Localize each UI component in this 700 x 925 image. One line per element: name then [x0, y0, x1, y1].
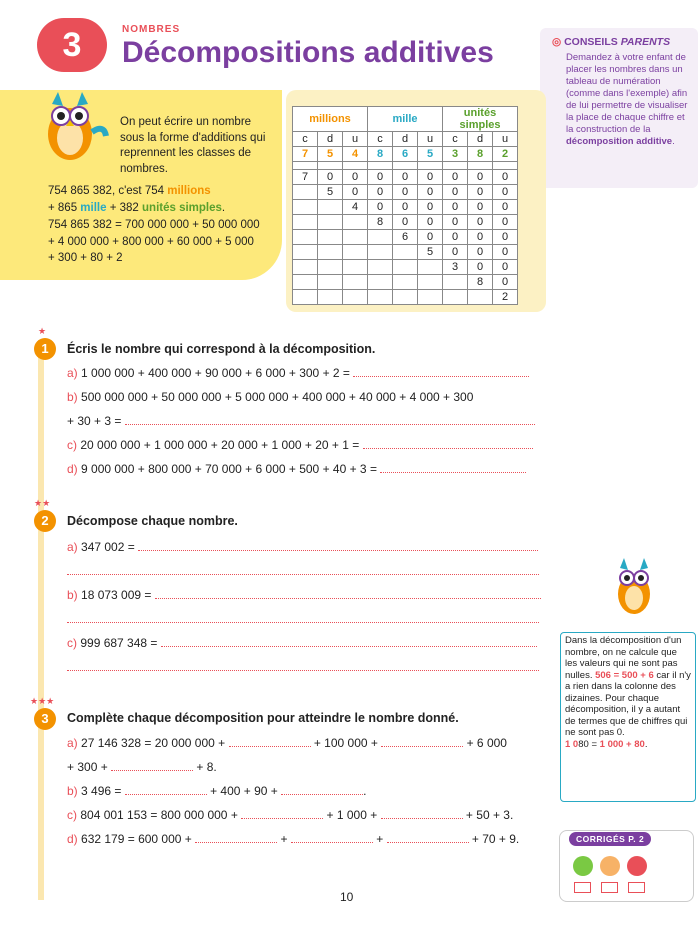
table-cell	[293, 260, 318, 275]
ex3-a: a) 27 146 328 = 20 000 000 + + 100 000 + + 6 000	[67, 736, 507, 750]
answer-line[interactable]	[67, 574, 539, 575]
table-cell	[318, 290, 343, 305]
table-cell: 0	[318, 170, 343, 185]
answer-field[interactable]	[291, 833, 373, 843]
margin-bar	[38, 340, 44, 900]
table-row	[293, 185, 518, 200]
bullet-icon: ◎	[552, 36, 562, 48]
table-cell: 0	[418, 215, 443, 230]
checkbox[interactable]	[574, 882, 591, 893]
ex1-a: a) 1 000 000 + 400 000 + 90 000 + 6 000 + 300 + 2 =	[67, 366, 529, 380]
table-cell	[343, 245, 368, 260]
answer-line[interactable]	[67, 670, 539, 671]
table-cell: 0	[393, 200, 418, 215]
table-cell: 0	[368, 185, 393, 200]
header-millions: millions	[293, 107, 368, 132]
table-cell	[318, 230, 343, 245]
table-cell: 0	[468, 245, 493, 260]
header-unites: unités simples	[443, 107, 518, 132]
table-row	[293, 230, 518, 245]
table-cell: 0	[418, 200, 443, 215]
table-cell	[293, 215, 318, 230]
table-cell	[418, 290, 443, 305]
exercise-2-number: 2	[34, 510, 56, 532]
owl-mascot-icon	[606, 558, 662, 620]
table-cell: 8	[368, 215, 393, 230]
table-cell	[293, 290, 318, 305]
answer-field[interactable]	[281, 785, 363, 795]
answer-field[interactable]	[363, 439, 533, 449]
checkbox[interactable]	[601, 882, 618, 893]
table-cell	[368, 275, 393, 290]
answer-field[interactable]	[125, 785, 207, 795]
table-cell: 0	[368, 170, 393, 185]
subheader-row: c d u c d u c d u	[293, 132, 518, 147]
answer-field[interactable]	[381, 737, 463, 747]
table-cell	[393, 260, 418, 275]
ex3-d: d) 632 179 = 600 000 + + + + 70 + 9.	[67, 832, 520, 846]
table-cell	[318, 275, 343, 290]
header-mille: mille	[368, 107, 443, 132]
table-cell: 0	[468, 215, 493, 230]
table-cell: 0	[393, 170, 418, 185]
table-cell: 0	[468, 260, 493, 275]
sad-face-icon	[627, 856, 647, 876]
exercise-2-title: Décompose chaque nombre.	[67, 514, 238, 528]
answer-field[interactable]	[195, 833, 277, 843]
table-cell: 0	[493, 200, 518, 215]
exercise-1-number: 1	[34, 338, 56, 360]
answer-field[interactable]	[138, 541, 538, 551]
answer-line[interactable]	[67, 622, 539, 623]
table-cell: 0	[368, 200, 393, 215]
table-cell: 6	[393, 230, 418, 245]
table-cell	[393, 290, 418, 305]
table-cell	[293, 230, 318, 245]
answer-field[interactable]	[241, 809, 323, 819]
table-cell	[318, 200, 343, 215]
table-cell	[293, 275, 318, 290]
lesson-number-badge: 3	[37, 18, 107, 72]
table-cell	[368, 260, 393, 275]
table-cell	[393, 245, 418, 260]
table-cell: 0	[468, 170, 493, 185]
example-line-3: 754 865 382 = 700 000 000 + 50 000 000	[48, 219, 260, 231]
answer-field[interactable]	[381, 809, 463, 819]
exercise-3-number: 3	[34, 708, 56, 730]
conseils-text: Demandez à votre enfant de placer les nombres dans un tableau de numération (comme dans l'exemple) afin de lui permettre de visualiser la place de chaque chiffre et la construction de la décomposition additive.	[566, 52, 688, 147]
table-row	[293, 290, 518, 305]
digit-row: 7 5 4 8 6 5 3 8 2	[293, 147, 518, 162]
intro-text: On peut écrire un nombre sous la forme d'additions qui reprennent les classes de nombres.	[120, 116, 266, 175]
table-cell	[343, 275, 368, 290]
ex1-c: c) 20 000 000 + 1 000 000 + 20 000 + 1 000 + 20 + 1 =	[67, 438, 533, 452]
table-cell: 0	[493, 185, 518, 200]
table-cell: 0	[493, 245, 518, 260]
page-title: Décompositions additives	[122, 36, 494, 69]
ex3-a2: + 300 + + 8.	[67, 760, 217, 774]
table-cell: 0	[493, 215, 518, 230]
table-cell: 0	[418, 185, 443, 200]
star-icon: ★★★	[30, 696, 55, 706]
ex2-a: a) 347 002 =	[67, 540, 538, 554]
checkbox[interactable]	[628, 882, 645, 893]
table-cell: 0	[443, 185, 468, 200]
table-cell	[318, 245, 343, 260]
star-icon: ★	[38, 326, 47, 336]
table-cell	[318, 260, 343, 275]
table-cell: 2	[493, 290, 518, 305]
table-row	[293, 260, 518, 275]
table-cell: 0	[443, 215, 468, 230]
table-cell: 0	[418, 230, 443, 245]
table-cell	[343, 215, 368, 230]
table-cell: 0	[443, 230, 468, 245]
table-cell: 0	[343, 185, 368, 200]
table-cell: 0	[468, 230, 493, 245]
table-cell: 0	[443, 170, 468, 185]
table-cell	[443, 290, 468, 305]
table-cell	[368, 230, 393, 245]
ex2-b: b) 18 073 009 =	[67, 588, 541, 602]
parents-label: PARENTS	[620, 36, 671, 48]
table-cell: 0	[493, 260, 518, 275]
conseils-heading	[552, 36, 670, 48]
table-cell	[418, 275, 443, 290]
table-cell	[293, 245, 318, 260]
owl-mascot-icon	[30, 88, 110, 168]
exercise-3-title: Complète chaque décomposition pour atteindre le nombre donné.	[67, 711, 459, 725]
answer-field[interactable]	[111, 761, 193, 771]
happy-face-icon	[573, 856, 593, 876]
tip-box: Dans la décomposition d'un nombre, on ne calcule que les valeurs qui ne sont pas nulles. 506 = 500 + 6 car il n'y a rien dans la colonne des dizaines. Pour chaque décomposition, il y a autant de termes que de chiffres qui ne sont pas 0. 1 080 = 1 000 + 80.	[560, 632, 696, 802]
table-cell	[443, 275, 468, 290]
table-cell: 0	[443, 245, 468, 260]
table-cell	[368, 245, 393, 260]
ex3-c: c) 804 001 153 = 800 000 000 + + 1 000 + + 50 + 3.	[67, 808, 514, 822]
answer-field[interactable]	[229, 737, 311, 747]
table-row	[293, 245, 518, 260]
table-cell: 0	[393, 215, 418, 230]
answer-field[interactable]	[387, 833, 469, 843]
ex1-d: d) 9 000 000 + 800 000 + 70 000 + 6 000 + 500 + 40 + 3 =	[67, 462, 526, 476]
table-row	[293, 275, 518, 290]
table-cell	[393, 275, 418, 290]
example-line-4: + 4 000 000 + 800 000 + 60 000 + 5 000	[48, 236, 254, 248]
table-cell	[343, 290, 368, 305]
table-cell: 0	[493, 230, 518, 245]
table-cell: 0	[343, 170, 368, 185]
neutral-face-icon	[600, 856, 620, 876]
table-cell: 0	[493, 275, 518, 290]
table-cell: 8	[468, 275, 493, 290]
table-cell	[368, 290, 393, 305]
ex3-b: b) 3 496 = + 400 + 90 + .	[67, 784, 367, 798]
ex1-b2: + 30 + 3 =	[67, 414, 535, 428]
table-cell	[318, 215, 343, 230]
ex1-b: b) 500 000 000 + 50 000 000 + 5 000 000 + 400 000 + 40 000 + 4 000 + 300	[67, 390, 474, 404]
table-row	[293, 170, 518, 185]
table-cell: 0	[468, 200, 493, 215]
corriges-label: CORRIGÉS P. 2	[569, 832, 651, 846]
table-cell: 5	[418, 245, 443, 260]
table-cell: 5	[318, 185, 343, 200]
example-line-2: + 865 mille + 382 unités simples.	[48, 202, 226, 214]
numeration-table	[292, 106, 518, 305]
table-cell	[343, 260, 368, 275]
table-cell	[468, 290, 493, 305]
star-icon: ★★	[34, 498, 51, 508]
page-number: 10	[340, 890, 354, 904]
answer-field[interactable]	[155, 589, 541, 599]
answer-field[interactable]	[125, 415, 535, 425]
table-cell: 4	[343, 200, 368, 215]
section-label: NOMBRES	[122, 24, 181, 35]
answer-field[interactable]	[161, 637, 537, 647]
example-line-5: + 300 + 80 + 2	[48, 252, 123, 264]
table-row	[293, 215, 518, 230]
table-cell	[418, 260, 443, 275]
table-cell	[343, 230, 368, 245]
ex2-c: c) 999 687 348 =	[67, 636, 537, 650]
table-cell: 0	[393, 185, 418, 200]
answer-field[interactable]	[380, 463, 526, 473]
table-cell: 0	[418, 170, 443, 185]
decomposition-rows	[293, 170, 518, 305]
example-line-1: 754 865 382, c'est 754 millions	[48, 185, 211, 197]
table-cell: 3	[443, 260, 468, 275]
answer-field[interactable]	[353, 367, 529, 377]
table-cell: 0	[493, 170, 518, 185]
conseils-label: CONSEILS	[564, 36, 618, 48]
table-cell	[293, 200, 318, 215]
table-cell: 7	[293, 170, 318, 185]
exercise-1-title: Écris le nombre qui correspond à la décomposition.	[67, 342, 376, 356]
table-cell: 0	[443, 200, 468, 215]
table-cell: 0	[468, 185, 493, 200]
table-row	[293, 200, 518, 215]
table-cell	[293, 185, 318, 200]
